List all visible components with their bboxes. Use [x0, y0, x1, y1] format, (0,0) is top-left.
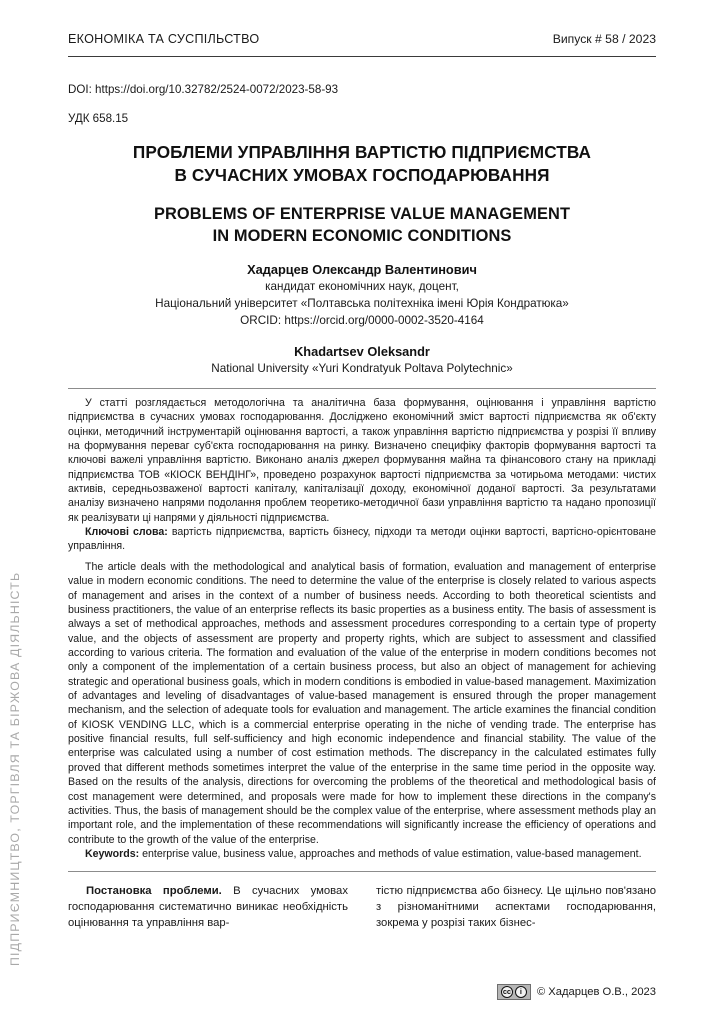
abstract-ua [68, 396, 656, 554]
author-degree-ua: кандидат економічних наук, доцент, [265, 280, 459, 294]
author-name-en: Khadartsev Oleksandr [294, 344, 430, 359]
side-rail [0, 0, 62, 1024]
author-orcid[interactable]: ORCID: https://orcid.org/0000-0002-3520-4164 [240, 313, 484, 327]
keywords-en-label: Keywords: [85, 847, 140, 860]
section-heading: Постановка проблеми. [86, 885, 222, 897]
creative-commons-badge[interactable] [497, 984, 531, 1000]
author-affiliation-ua: Національний університет «Полтавська політехніка імені Юрія Кондратюка» [155, 296, 569, 310]
udc-text: УДК 658.15 [68, 112, 129, 125]
keywords-en-list: enterprise value, business value, approaches and methods of value estimation, value-based management. [142, 847, 642, 860]
keywords-ua-label: Ключові слова: [85, 526, 168, 539]
doi-text[interactable]: DOI: https://doi.org/10.32782/2524-0072/2023-58-93 [68, 83, 339, 96]
issue-label: Випуск # 58 / 2023 [552, 32, 656, 46]
page-title-ua [62, 141, 662, 187]
page-header [68, 32, 656, 46]
copyright-text: © Хадарцев О.В., 2023 [536, 986, 656, 998]
header-divider [68, 56, 656, 57]
title-block [62, 141, 662, 248]
author-block-en [62, 343, 662, 378]
author-block-ua [62, 261, 662, 329]
abstract-divider-bottom [68, 871, 656, 872]
author-name-ua: Хадарцев Олександр Валентинович [247, 262, 477, 277]
abstract-ua-text: У статті розглядається методологічна та аналітична база формування, оцінювання і управління вартістю підприємства в сучасних умовах господарювання. Досліджено економічний зміст вартості підприємства як об'єкту оцінки, методичний інструментарій оцінювання вартості, а також управління вартістю підприємства у розрізі її впливу на формування переваг суб'єкта господарювання на ринку. Визначено специфіку факторів формування вартості та ключові важелі управління вартістю. Виконано аналіз джерел формування майна та фінансового стану на прикладі підприємства ТОВ «КІОСК ВЕНДІНГ», проведено розрахунок вартості підприємства за чотирьома методами: чистих активів, середньозваженої вартості капіталу, капіталізації доходу, економічної доданої вартості. За результатами аналізу визначено напрями подолання проблем теоретико-методичної бази управління вартістю та надано пропозиції як реалізувати ці напрями у діяльності підприємства. [68, 397, 656, 524]
body-column-right [376, 884, 656, 932]
body-text-left: В сучасних умовах господарювання систематично виникає необхідність оцінювання та управління вар- [68, 885, 348, 929]
abstract-en [68, 560, 656, 861]
title-ua-line-1: ПРОБЛЕМИ УПРАВЛІННЯ ВАРТІСТЮ ПІДПРИЄМСТВА [132, 142, 592, 162]
body-paragraph-left [68, 884, 348, 932]
cc-by-attribution-icon: i [515, 986, 527, 998]
side-running-head: ПІДПРИЄМНИЦТВО, ТОРГІВЛЯ ТА БІРЖОВА ДІЯЛЬНІСТЬ [8, 571, 22, 966]
journal-name: ЕКОНОМІКА ТА СУСПІЛЬСТВО [68, 32, 260, 46]
title-ua-line-2: В СУЧАСНИХ УМОВАХ ГОСПОДАРЮВАННЯ [174, 164, 550, 185]
title-en-line-2: IN MODERN ECONOMIC CONDITIONS [212, 226, 512, 245]
body-column-left [68, 884, 348, 932]
title-en-line-1: PROBLEMS OF ENTERPRISE VALUE MANAGEMENT [153, 204, 571, 223]
page-footer [68, 984, 656, 1000]
author-affiliation-en: National University «Yuri Kondratyuk Poltava Polytechnic» [211, 362, 513, 376]
body-paragraph-right: тістю підприємства або бізнесу. Це щільно пов'язано з різноманітними аспектами господарювання, зокрема у розрізі таких бізнес- [376, 885, 656, 929]
keywords-ua-list: вартість підприємства, вартість бізнесу, підходи та методи оцінки вартості, вартісно-орієнтоване управління. [68, 526, 656, 553]
cc-logo-icon: cc [502, 987, 512, 997]
page-title-en [62, 204, 662, 248]
body-columns [68, 884, 656, 932]
keywords-en [68, 847, 656, 861]
abstract-divider-top [68, 388, 656, 389]
abstract-en-text: The article deals with the methodological and analytical basis of formation, evaluation and management of enterprise value in modern economic conditions. The need to determine the value of the enterprise is closely related to various aspects of management and arises in the context of a number of business needs. According to both theoretical scientists and business practitioners, the value of an enterprise reflects its basic properties as a business entity. The basis of assessment is always a set of methodical approaches, methods and assessment procedures corresponding to a certain type of property value, and the objects of assessment are property and property rights, which are subject to assessment and classified according to various criteria. The formation and evaluation of the value of the enterprise in modern conditions becomes not only a component of the implementation of a certain business process, but also an object of management for achieving strategic and operational business goals, which in modern conditions is embodied in value-based management. Maximization of advantages and leveling of disadvantages of value-based management is ensured through the proper management mechanism, and the selection of adequate tools for evaluation and management. The article examines the financial condition of KIOSK VENDING LLC, which is a commercial enterprise operating in the niche of vending trade. The enterprise has positive financial results, full self-sufficiency and high economic independence and financial stability. The value of the enterprise was calculated using a number of cost estimation methods. The discrepancy in the calculated estimates fully proved that different methods sometimes interpret the value of the enterprise in the same time period in the opposite way. Based on the results of the analysis, directions for overcoming the problems of the theoretical and methodological basis of cost management were determined, and proposals were made for how to implement these directions in the company's activities. Thus, the basis of management should be the complex value of the enterprise, where assessment methods play an important role, and the implementation of these recommendations will significantly increase the efficiency of operations and contribute to the growth of the value of the enterprise. [68, 561, 656, 846]
keywords-ua [68, 525, 656, 554]
